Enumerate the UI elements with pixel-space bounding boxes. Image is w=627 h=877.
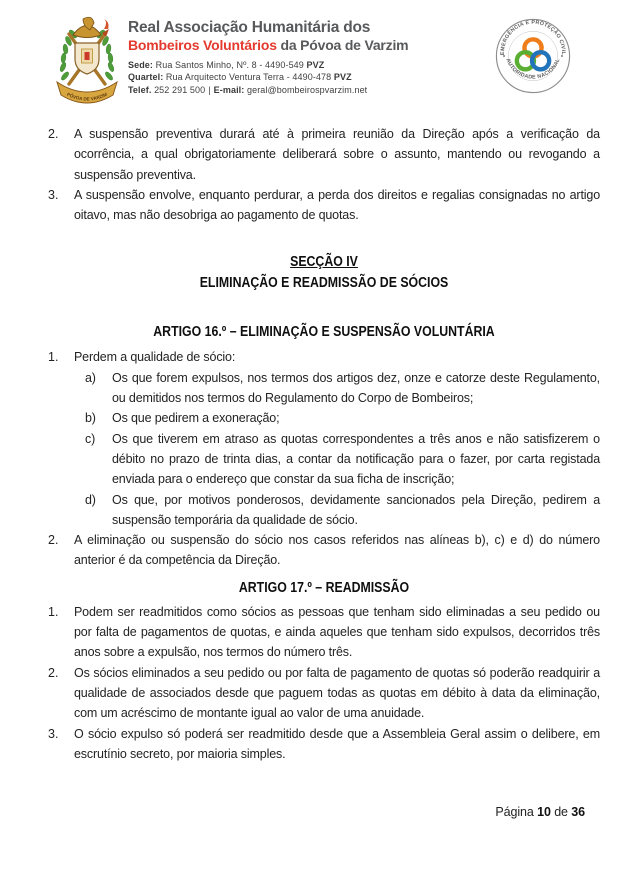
sub-item-letter: b)	[85, 411, 96, 426]
sub-item-letter: c)	[85, 431, 96, 446]
art17-item-3	[48, 724, 600, 765]
list-item-number: 2.	[48, 665, 59, 680]
address-quartel-line	[128, 71, 458, 83]
telef-value: 252 291 500	[154, 84, 206, 95]
section-title: ELIMINAÇÃO E READMISSÃO DE SÓCIOS	[199, 275, 449, 292]
sub-item-text: Os que, por motivos ponderosos, devidamente sancionados pela Direção, pedirem a suspensão temporária da qualidade de sócio.	[112, 492, 600, 527]
email-label: E-mail:	[213, 84, 245, 95]
list-item-text: O sócio expulso só poderá ser readmitido desde que a Assembleia Geral assim o delibere, em escrutínio secreto, por maioria simples.	[74, 726, 600, 761]
sub-item-text: Os que tiverem em atraso as quotas correspondentes a três anos e não satisfizerem o débito no prazo de trinta dias, a contar da notificação para o fazer, por carta registada enviada para o endereço que constar da sua ficha de inscrição;	[112, 431, 600, 487]
list-item-text: A eliminação ou suspensão do sócio nos casos referidos nas alíneas b), c) e d) do número anterior é da competência da Direção.	[74, 533, 600, 568]
org-name-line2	[128, 37, 458, 54]
email-value: geral@bombeirospvarzim.net	[247, 84, 368, 95]
sub-item-letter: d)	[85, 492, 96, 507]
artigo-16-heading: ARTIGO 16.º – ELIMINAÇÃO E SUSPENSÃO VOLUNTÁRIA	[153, 324, 495, 341]
art16-item-1	[48, 347, 600, 530]
list-item-number: 1.	[48, 350, 59, 365]
anepc-badge-icon	[495, 18, 571, 99]
quartel-label: Quartel:	[128, 72, 164, 83]
badge-dot-left	[503, 55, 505, 57]
list-item-text	[74, 347, 600, 530]
sub-item-text: Os que forem expulsos, nos termos dos artigos dez, onze e catorze deste Regulamento, ou demitidos nos termos do Regulamento do Corpo de Bombeiros;	[112, 370, 600, 406]
footer-of-word: de	[554, 805, 568, 819]
org-name-line1: Real Associação Humanitária dos	[128, 19, 371, 36]
page-footer	[495, 805, 585, 819]
footer-total-pages: 36	[571, 805, 585, 819]
document-body	[0, 124, 627, 764]
art17-item-2	[48, 663, 600, 724]
footer-label: Página	[495, 805, 534, 819]
section-number: SECÇÃO IV	[290, 254, 358, 271]
artigo-17-heading: ARTIGO 17.º – READMISSÃO	[238, 579, 410, 596]
sede-label: Sede:	[128, 60, 154, 70]
list-item-number: 3.	[48, 187, 59, 202]
sede-pvz: PVZ	[306, 60, 325, 70]
sede-value: Rua Santos Minho, Nº. 8 - 4490-549	[155, 60, 304, 70]
list-item-number: 2.	[48, 127, 59, 141]
quartel-pvz: PVZ	[333, 72, 352, 83]
letterhead	[0, 0, 627, 124]
contact-line	[128, 84, 458, 96]
list-item-text: A suspensão envolve, enquanto perdurar, a perda dos direitos e regalias consignadas no artigo oitavo, mas não desobriga ao pagamento de quotas.	[74, 187, 600, 223]
art16-sub-b	[85, 408, 600, 428]
org-header-text	[128, 18, 458, 96]
telef-label: Telef.	[128, 84, 152, 95]
art17-item-1	[48, 602, 600, 663]
list-item-text: Os sócios eliminados a seu pedido ou por falta de pagamento de quotas só poderão readquirir a qualidade de associados desde que paguem todas as quotas em débito à data da eliminação, com um acréscimo de montante igual ao valor de uma anuidade.	[74, 665, 600, 721]
torch-flame	[104, 19, 109, 29]
badge-arc-bottom-text: AUTORIDADE NACIONAL	[504, 57, 562, 81]
art16-item-1-text: Perdem a qualidade de sócio:	[74, 350, 236, 365]
badge-dot-right	[561, 55, 563, 57]
org-name-bombeiros: Bombeiros Voluntários	[128, 37, 277, 53]
art16-sub-d	[85, 490, 600, 531]
shield-emblem-detail	[85, 52, 90, 60]
sub-item-letter: a)	[85, 370, 96, 385]
crest-logo-icon	[54, 12, 120, 115]
list-item-intro-3	[48, 185, 600, 226]
org-name-rest: da Póvoa de Varzim	[280, 37, 409, 53]
list-item-text: A suspensão preventiva durará até à primeira reunião da Direção após a verificação da ocorrência, a qual obrigatoriamente deliberará sobre o assunto, mantendo ou revogando a suspensão preventiva.	[74, 127, 600, 182]
list-item-number: 1.	[48, 604, 59, 619]
badge-arc-top-text: EMERGÊNCIA E PROTEÇÃO CIVIL	[500, 19, 567, 56]
footer-page-number: 10	[537, 805, 551, 819]
list-item-text: Podem ser readmitidos como sócios as pessoas que tenham sido eliminadas a seu pedido ou por falta de pagamentos de quotas, e ainda aqueles que tenham sido expulsos, decorridos três anos sobre a expulsão, nos termos do número três.	[74, 604, 600, 660]
art16-sub-c	[85, 429, 600, 490]
banner-text: PÓVOA DE VARZIM	[66, 91, 108, 102]
address-sede-line	[128, 59, 458, 71]
sub-item-text: Os que pedirem a exoneração;	[112, 411, 280, 426]
list-item-number: 3.	[48, 726, 59, 741]
section-heading	[89, 252, 558, 294]
art16-sub-a	[85, 368, 600, 409]
quartel-value: Rua Arquitecto Ventura Terra - 4490-478	[165, 72, 332, 83]
list-item-number: 2.	[48, 533, 59, 548]
list-item-intro-2	[48, 124, 600, 185]
pipe-separator: |	[208, 84, 211, 95]
art16-item-2	[48, 530, 600, 571]
section-number-line	[89, 252, 558, 273]
